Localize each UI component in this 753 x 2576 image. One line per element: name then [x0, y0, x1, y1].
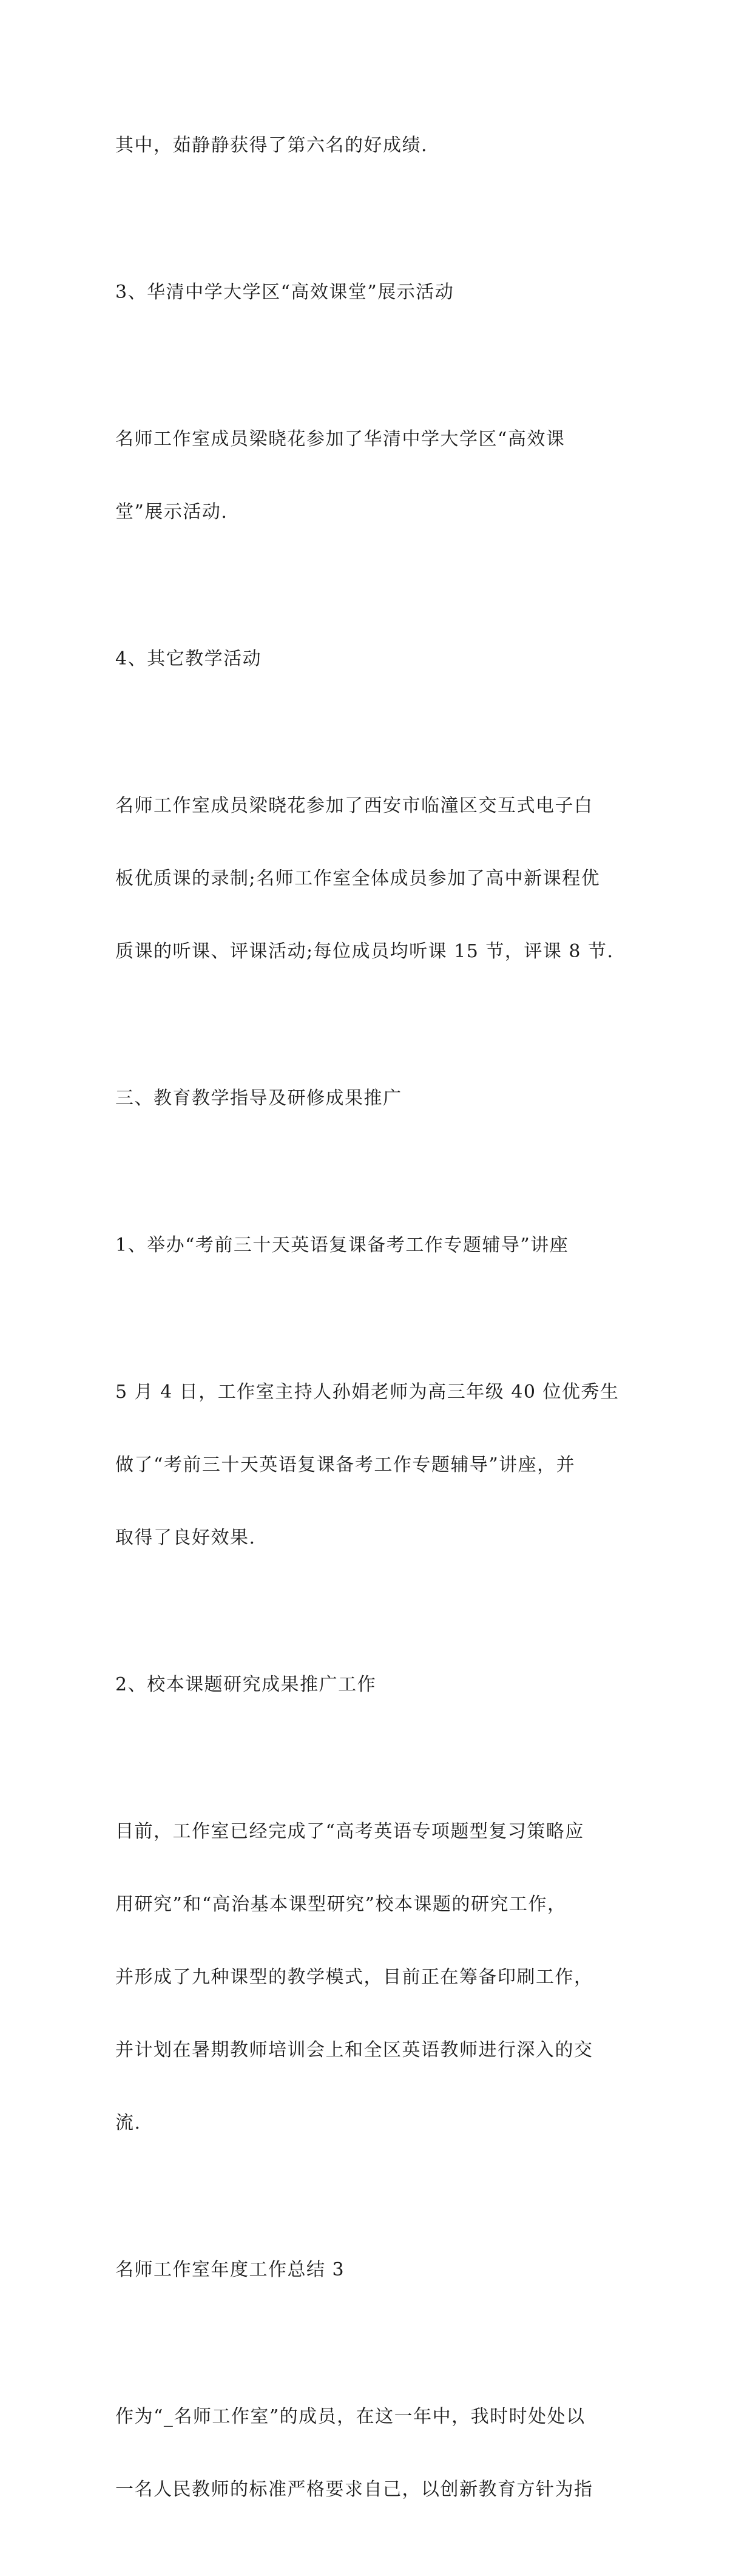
text-line: 名师工作室成员梁晓花参加了西安市临潼区交互式电子白 — [115, 795, 593, 816]
text-line: 作为“_名师工作室”的成员，在这一年中，我时时处处以 — [115, 2406, 586, 2427]
text-line: 做了“考前三十天英语复课备考工作专题辅导”讲座，并 — [115, 1454, 576, 1476]
paragraph-10 — [115, 1771, 649, 2184]
summary-title-3 — [115, 2209, 649, 2331]
heading-1-lecture — [115, 1185, 649, 1306]
text-line: 2、校本课题研究成果推广工作 — [115, 1674, 377, 1695]
text-line: 质课的听课、评课活动;每位成员均听课 15 节，评课 8 节. — [115, 941, 614, 962]
text-line: 3、华清中学大学区“高效课堂”展示活动 — [115, 282, 454, 303]
text-line: 一名人民教师的标准严格要求自己，以创新教育方针为指 — [115, 2479, 593, 2500]
text-line: 流. — [115, 2112, 141, 2134]
text-line: 名师工作室年度工作总结 3 — [115, 2259, 345, 2280]
text-line: 堂”展示活动. — [115, 501, 228, 523]
text-line: 目前，工作室已经完成了“高考英语专项题型复习策略应 — [115, 1821, 584, 1842]
paragraph-12 — [115, 2356, 649, 2551]
text-line: 并计划在暑期教师培训会上和全区英语教师进行深入的交 — [115, 2039, 593, 2061]
heading-3-huaqing-activity — [115, 232, 649, 353]
text-line: 4、其它教学活动 — [115, 648, 262, 669]
heading-2-research-promotion — [115, 1624, 649, 1746]
text-line: 其中，茹静静获得了第六名的好成绩. — [115, 135, 428, 156]
document-page — [115, 85, 649, 2576]
paragraph-8 — [115, 1332, 649, 1599]
text-line: 板优质课的录制;名师工作室全体成员参加了高中新课程优 — [115, 868, 601, 889]
text-line: 取得了良好效果. — [115, 1527, 256, 1548]
text-line: 三、教育教学指导及研修成果推广 — [115, 1088, 402, 1109]
section-heading-3 — [115, 1038, 649, 1159]
paragraph-5 — [115, 745, 649, 1012]
paragraph-3 — [115, 379, 649, 573]
text-line: 5 月 4 日，工作室主持人孙娟老师为高三年级 40 位优秀生 — [115, 1381, 620, 1403]
paragraph-1 — [115, 85, 649, 206]
text-line: 名师工作室成员梁晓花参加了华清中学大学区“高效课 — [115, 429, 566, 450]
text-line: 用研究”和“高治基本课型研究”校本课题的研究工作， — [115, 1894, 567, 1915]
text-line: 1、举办“考前三十天英语复课备考工作专题辅导”讲座 — [115, 1235, 569, 1256]
heading-4-other-activities — [115, 598, 649, 720]
text-line: 并形成了九种课型的教学模式，目前正在筹备印刷工作， — [115, 1967, 593, 1988]
